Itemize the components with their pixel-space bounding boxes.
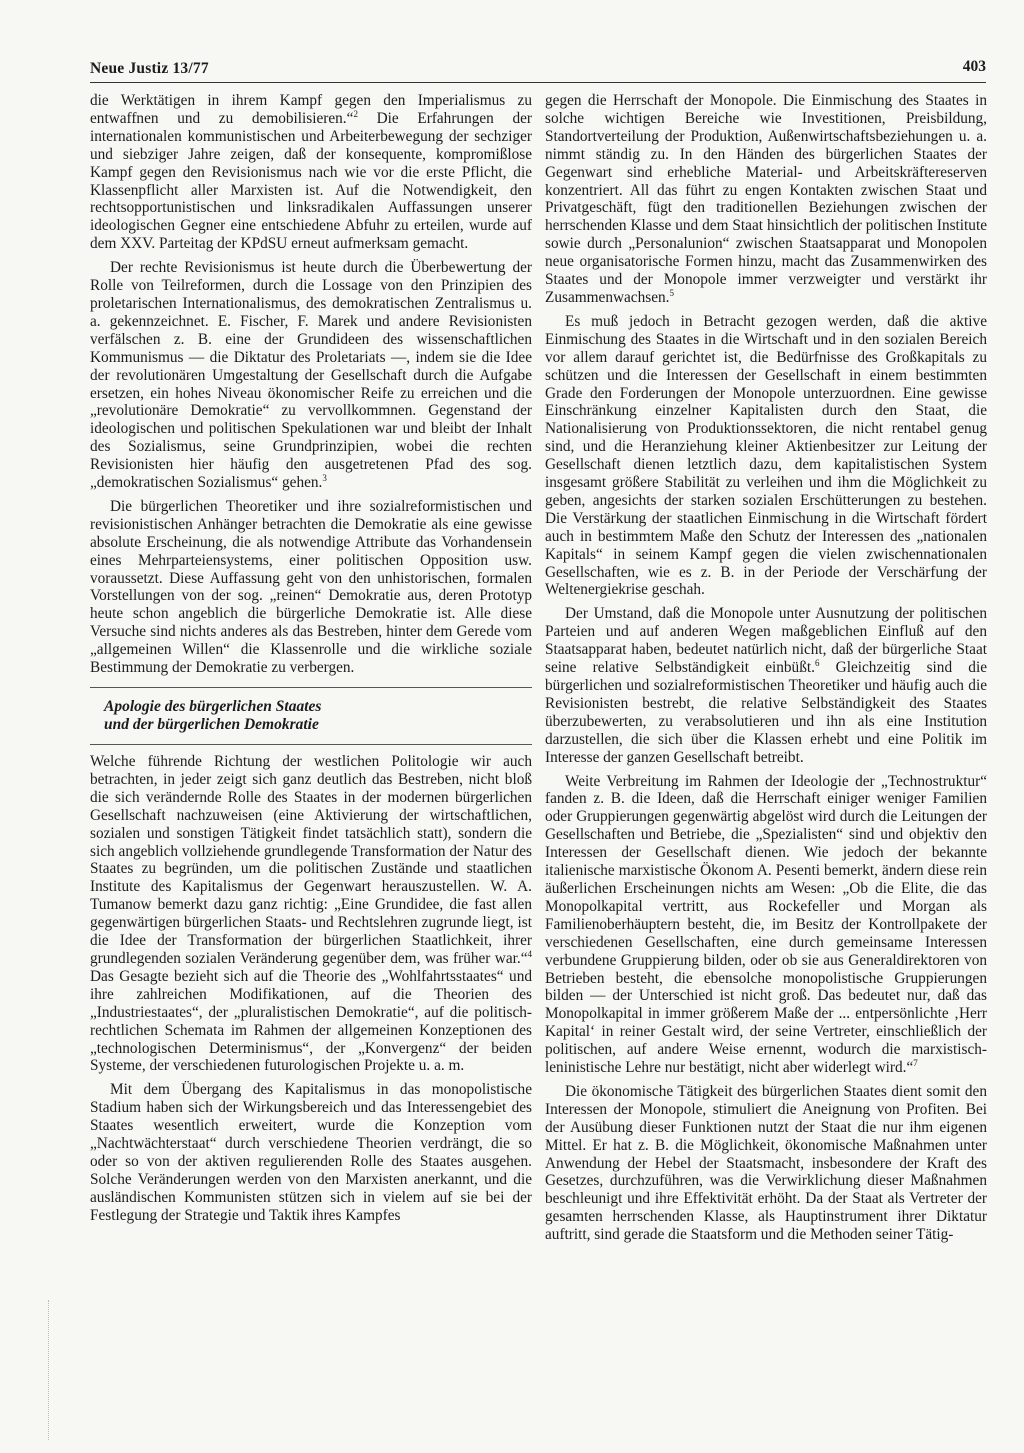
- paragraph-text: Der rechte Revisionismus ist heute durch die Überbewertung der Rolle von Teilreformen, durch die Lossage von den Prinzipien des proletarischen Internationalismus, des demokratischen Zentralismus u. a. gekennzeichnet. E. Fischer, F. Marek und andere Revisionisten verfälschen z. B. eine der Grundideen des wissenschaftlichen Kommunismus — die Diktatur des Proletariats —, indem sie die Idee der revolutionären Umgestaltung der Gesellschaft durch die Aufgabe ersetzen, ein hohes Niveau ökonomischer Reife zu erreichen und die „revolutionäre Demokratie“ zu vervollkommnen. Gegenstand der ideologischen und politischen Spekulationen war und bleibt der Inhalt des Sozialismus, seine Grundprinzipien, wobei die rechten Revisionisten hier häufig den ausgetretenen Pfad des sog. „demokratischen Sozialismus“ gehen.: [90, 259, 532, 492]
- paragraph-text: Mit dem Übergang des Kapitalismus in das monopolistische Stadium haben sich der Wirkungsbereich und das Interessengebiet des Staates wesentlich erweitert, wurde die Konzeption vom „Nachtwächterstaat“ durch verschiedene Theorien verdrängt, die so oder so von der aktiven regulierenden Rolle des Staates ausgehen. Solche Veränderungen werden von den Marxisten anerkannt, und die ausländischen Kommunisten stützen sich in vielem auf sie bei der Festlegung der Strategie und Taktik ihres Kampfes: [90, 1081, 532, 1224]
- header-rule: [90, 82, 986, 83]
- footnote-ref: 6: [814, 658, 820, 668]
- paragraph-text: Die Erfahrungen der internationalen kommunistischen und Arbeiterbewegung der sechziger und siebziger Jahre zeigen, daß der konsequente, kompromißlose Kampf gegen den Revisionismus nach wie vor die erste Pflicht, die Klassenpflicht aller Marxisten ist. Auf die Notwendigkeit, den rechtsopportunistischen und linksradikalen Auffassungen unserer ideologischen Gegner eine entschiedene Abfuhr zu erteilen, wurde auf dem XXV. Parteitag der KPdSU erneut aufmerksam gemacht.: [90, 109, 532, 253]
- paragraph: [90, 92, 532, 253]
- paragraph: [90, 259, 532, 492]
- paragraph: [90, 498, 532, 677]
- paragraph-text: Die bürgerlichen Theoretiker und ihre sozialreformistischen und revisionistischen Anhänger betrachten die Demokratie als eine gewisse absolute Erscheinung, die als notwendige Attribute das Vorhandensein eines Mehrparteiensystems, einer politischen Opposition usw. voraussetzt. Diese Auffassung geht von den unhistorischen, formalen Vorstellungen von der sog. „reinen“ Demokratie aus, deren Prototyp heute schon angeblich die bürgerliche Demokratie ist. Alle diese Versuche sind nichts anderes als das Bestreben, hinter dem Gerede vom „allgemeinen Willen“ die Klassenrolle und die wirkliche soziale Bestimmung der Demokratie zu verbergen.: [90, 497, 532, 677]
- footnote-ref: 5: [669, 287, 674, 298]
- left-column: [90, 92, 532, 1231]
- paragraph-text: Die ökonomische Tätigkeit des bürgerlichen Staates dient somit den Interessen der Monopole, stimuliert die Aneignung von Profiten. Bei der Ausübung dieser Funktionen nutzt der Staat die nur ihm eigenen Mittel. Er hat z. B. die Möglichkeit, ökonomische Maßnahmen unter Anwendung der Hebel der Staatsmacht, insbesondere der Kraft des Gesetzes, durchzuführen, was die Verwirklichung dieser Maßnahmen beschleunigt und ihre Effektivität erhöht. Da der Staat als Vertreter der gesamten herrschenden Klasse, als Hauptinstrument ihrer Diktatur auftritt, sind gerade die Staatsform und die Methoden seiner Tätig-: [545, 1082, 987, 1244]
- paragraph-text: die Werktätigen in ihrem Kampf gegen den Imperialismus zu entwaffnen und zu demobilisieren.“: [90, 92, 532, 127]
- paragraph-text: Welche führende Richtung der westlichen Politologie wir auch betrachten, in jeder zeigt sich ganz deutlich das Bestreben, nicht bloß die sich verändernde Rolle des Staates in der modernen bürgerlichen Gesellschaft nachzuweisen (eine Aktivierung der wirtschaftlichen, sozialen und sonstigen Tätigkeit findet tatsächlich statt), sondern die sich angeblich vollziehende grundlegende Transformation der Natur des Staates zu begründen, um die politischen Zustände und staatlichen Institute des Kapitalismus der Gegenwart herauszustellen. W. A. Tumanow bemerkt dazu ganz richtig: „Eine Grundidee, die fast allen gegenwärtigen bürgerlichen Staats- und Rechtslehren zugrunde liegt, ist die Idee der Transformation der bürgerlichen Staatlichkeit, ihrer grundlegenden sozialen Veränderung gegenüber dem, was früher war.“: [90, 753, 532, 967]
- paragraph: [90, 753, 532, 1075]
- paragraph-text: Es muß jedoch in Betracht gezogen werden, daß die aktive Einmischung des Staates in die Wirtschaft und in den sozialen Bereich vor allem darauf gerichtet ist, die Bedürfnisse des Großkapitals zu schützen und die Interessen der Gesellschaft in einem bestimmten Grade den Forderungen der Monopole unterzuordnen. Eine gewisse Einschränkung einzelner Kapitalisten durch den Staat, die Nationalisierung von Produktionssektoren, die nicht rentabel genug sind, und die Heranziehung kleiner Aktienbesitzer zur Leitung der Gesellschaft dienen letztlich dazu, dem kapitalistischen System insgesamt größere Stabilität zu verleihen und ihm die Möglichkeit zu geben, angesichts der starken sozialen Erschütterungen zu bestehen. Die Verstärkung der staatlichen Einmischung in die Wirtschaft fördert auch in bestimmtem Maße den Schutz der Interessen des „nationalen Kapitals“ in seinem Kampf gegen die vielen zwischennationalen Gesellschaften, wie es z. B. in der Periode der Verschärfung der Weltenergiekrise geschah.: [545, 312, 987, 599]
- paragraph: [90, 1081, 532, 1224]
- paragraph: [545, 773, 987, 1077]
- paragraph-text: gegen die Herrschaft der Monopole. Die Einmischung des Staates in solche wichtigen Bereiche wie Investitionen, Preisbildung, Standortverteilung der Produktion, Außenwirtschaftsbeziehungen u. a. nimmt ständig zu. In den Händen des bürgerlichen Staates der Gegenwart sind erhebliche Material- und Arbeitskräftereserven konzentriert. All das führt zu engen Kontakten zwischen Staat und Privatgeschäft, fügt den traditionellen Beziehungen zwischen der herrschenden Klasse und dem Staat hinsichtlich der politischen Institute sowie durch „Personalunion“ zwischen Staatsapparat und Monopolen neue organisatorische Formen hinzu, macht das Zusammenwirken des Staates und der Monopole immer verzweigter und verstärkt ihr Zusammenwachsen.: [545, 92, 987, 306]
- paragraph: [545, 605, 987, 766]
- paragraph-text: Weite Verbreitung im Rahmen der Ideologie der „Technostruktur“ fanden z. B. die Ideen, daß die Herrschaft einiger weniger Familien oder Gruppierungen gegenwärtig abgelöst wird durch die Leitungen der Gesellschaften und Betriebe, die „Spezialisten“ sind und objektiv den Interessen der Gesellschaft dienen. Wie jedoch der bekannte italienische marxistische Ökonom A. Pesenti bemerkt, ändern diese rein äußerlichen Erscheinungen nichts am Wesen: „Ob die Elite, die das Monopolkapital vertritt, aus Rockefeller und Morgan als Familienoberhäuptern besteht, die, im Besitz der Kontrollpakete der verschiedenen Gesellschaften, eine durch gemeinsame Interessen verbundene Gruppierung bilden, oder ob sie aus Generaldirektoren von Betrieben besteht, die ebensolche monopolistische Gruppierungen bilden — der Unterschied ist nicht groß. Das bedeutet nur, daß das Monopolkapital in immer größerem Maße der ... entpersönlichte ‚Herr Kapital‘ in reiner Gestalt wird, der seine Vertreter, einschließlich der politischen, auf andere Weise ernennt, wodurch die marxistisch-leninistische Lehre nur bestätigt, nicht aber widerlegt wird.“: [545, 772, 987, 1077]
- paragraph: [545, 92, 987, 307]
- paragraph: [545, 1083, 987, 1244]
- binding-margin-marks: [48, 1300, 53, 1440]
- section-heading: [90, 687, 532, 745]
- paragraph-text: Das Gesagte bezieht sich auf die Theorie des „Wohlfahrtsstaates“ und ihre zahlreichen Modifikationen, auf die Theorien des „Industriestaates“, der „pluralistischen Demokratie“, auf die politisch-rechtlichen Schemata im Rahmen der allgemeinen Konzeptionen des „technologischen Determinismus“, der „Konvergenz“ der beiden Systeme, der verschiedenen futurologischen Projekte u. a. m.: [90, 967, 532, 1075]
- section-title-line: Apologie des bürgerlichen Staates: [104, 698, 322, 715]
- journal-title: Neue Justiz 13/77: [90, 60, 209, 77]
- footnote-ref: 3: [322, 472, 327, 483]
- page-number: 403: [962, 58, 986, 75]
- section-title-line: und der bürgerlichen Demokratie: [104, 716, 319, 733]
- right-column: [545, 92, 987, 1250]
- paragraph-text: Der Umstand, daß die Monopole unter Ausnutzung der politischen Parteien und auf anderen Wegen maßgeblichen Einfluß auf den Staatsapparat haben, bedeutet natürlich nicht, daß der bürgerliche Staat seine relative Selbständigkeit einbüßt.: [545, 605, 987, 677]
- paragraph: [545, 313, 987, 600]
- footnote-ref: 2: [353, 108, 358, 119]
- footnote-ref: 4: [527, 948, 532, 959]
- page-header: [90, 60, 986, 84]
- paragraph-text: Gleichzeitig sind die bürgerlichen und sozialreformistischen Theoretiker und häufig auch die Revisionisten bestrebt, die relative Selbständigkeit des Staates überzubewerten, zu verabsolutieren und ihn als eine Institution darzustellen, die sich über die Klassen erhebt und eine Politik im Interesse der ganzen Gesellschaft betreibt.: [545, 659, 987, 766]
- footnote-ref: 7: [913, 1057, 918, 1068]
